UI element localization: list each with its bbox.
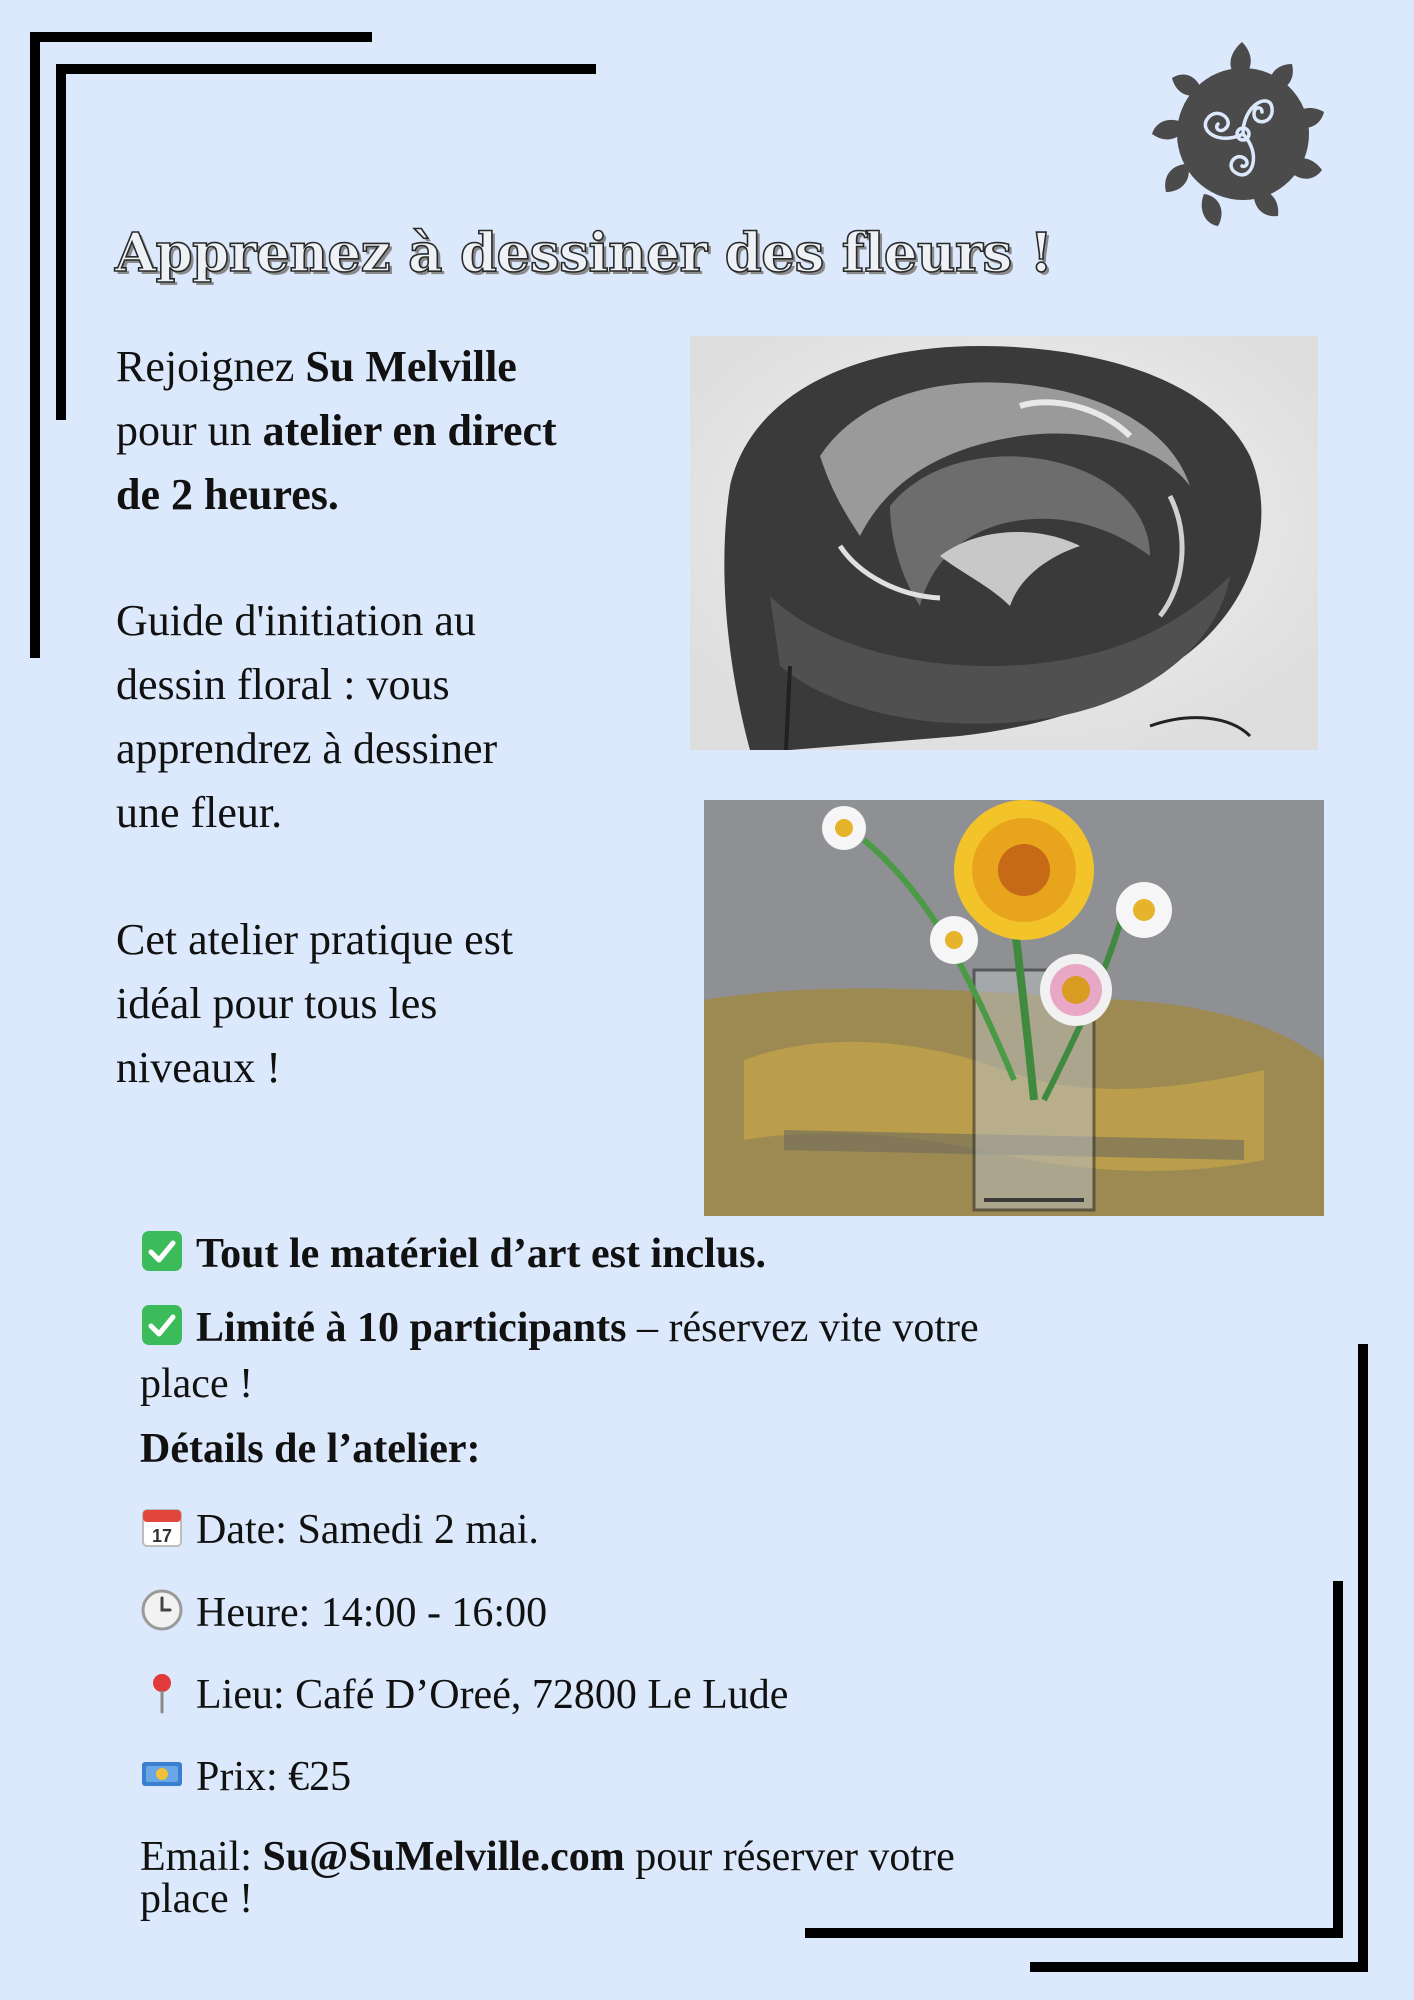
feature-limit <box>140 1301 979 1356</box>
detail-place <box>140 1668 788 1723</box>
feature-limit-text: – réservez vite votre <box>626 1305 979 1351</box>
guide-line-3: apprendrez à dessiner <box>116 724 498 773</box>
levels-line-1: Cet atelier pratique est <box>116 915 514 964</box>
rose-drawing-photo <box>690 336 1318 750</box>
frame-top-inner <box>56 64 596 74</box>
details-heading <box>140 1422 481 1477</box>
frame-right-outer <box>1358 1344 1368 1972</box>
contact-prefix: Email: <box>140 1834 263 1880</box>
intro-text: Rejoignez <box>116 342 306 391</box>
check-mark-icon <box>140 1229 184 1273</box>
wildflowers-painting-photo <box>704 800 1324 1216</box>
feature-materials-text: Tout le matériel d’art est inclus. <box>196 1231 767 1277</box>
workshop-duration: de 2 heures. <box>116 470 339 519</box>
frame-bottom-outer <box>1030 1962 1368 1972</box>
detail-price <box>140 1750 351 1805</box>
workshop-format: atelier en direct <box>262 406 557 455</box>
frame-left-inner <box>56 64 66 420</box>
location-pin-icon <box>140 1670 184 1714</box>
contact-line <box>140 1832 955 1882</box>
guide-line-4: une fleur. <box>116 788 283 837</box>
intro-paragraph <box>116 335 557 527</box>
email-link[interactable]: Su@SuMelville.com <box>262 1834 625 1880</box>
feature-limit-continuation: place ! <box>140 1361 254 1407</box>
frame-left-outer <box>30 32 40 658</box>
detail-date <box>140 1503 539 1558</box>
details-heading-text: Détails de l’atelier: <box>140 1426 481 1472</box>
guide-paragraph <box>116 589 497 845</box>
clock-icon <box>140 1588 184 1632</box>
frame-right-inner <box>1333 1581 1343 1937</box>
calendar-icon <box>140 1505 184 1549</box>
levels-line-3: niveaux ! <box>116 1043 281 1092</box>
frame-bottom-inner <box>805 1928 1343 1938</box>
levels-paragraph <box>116 908 513 1100</box>
guide-line-2: dessin floral : vous <box>116 660 450 709</box>
detail-time-text: Heure: 14:00 - 16:00 <box>196 1590 548 1636</box>
guide-line-1: Guide d'initiation au <box>116 596 476 645</box>
intro-text-2: pour un <box>116 406 263 455</box>
contact-continuation: place ! <box>140 1876 254 1922</box>
levels-line-2: idéal pour tous les <box>116 979 438 1028</box>
feature-limit-bold: Limité à 10 participants <box>196 1305 627 1351</box>
instructor-name: Su Melville <box>305 342 517 391</box>
svg-text:17: 17 <box>151 1526 173 1546</box>
detail-time <box>140 1586 547 1641</box>
page-title: Apprenez à dessiner des fleurs ! <box>115 222 1053 284</box>
detail-date-text: Date: Samedi 2 mai. <box>196 1507 539 1553</box>
detail-price-text: Prix: €25 <box>196 1754 352 1800</box>
triskele-spiral-logo <box>1142 34 1342 239</box>
frame-top-outer <box>30 32 372 42</box>
check-mark-icon <box>140 1303 184 1347</box>
feature-materials <box>140 1227 766 1282</box>
detail-place-text: Lieu: Café D’Oreé, 72800 Le Lude <box>196 1672 789 1718</box>
contact-suffix: pour réserver votre <box>624 1834 955 1880</box>
banknote-icon <box>140 1752 184 1796</box>
